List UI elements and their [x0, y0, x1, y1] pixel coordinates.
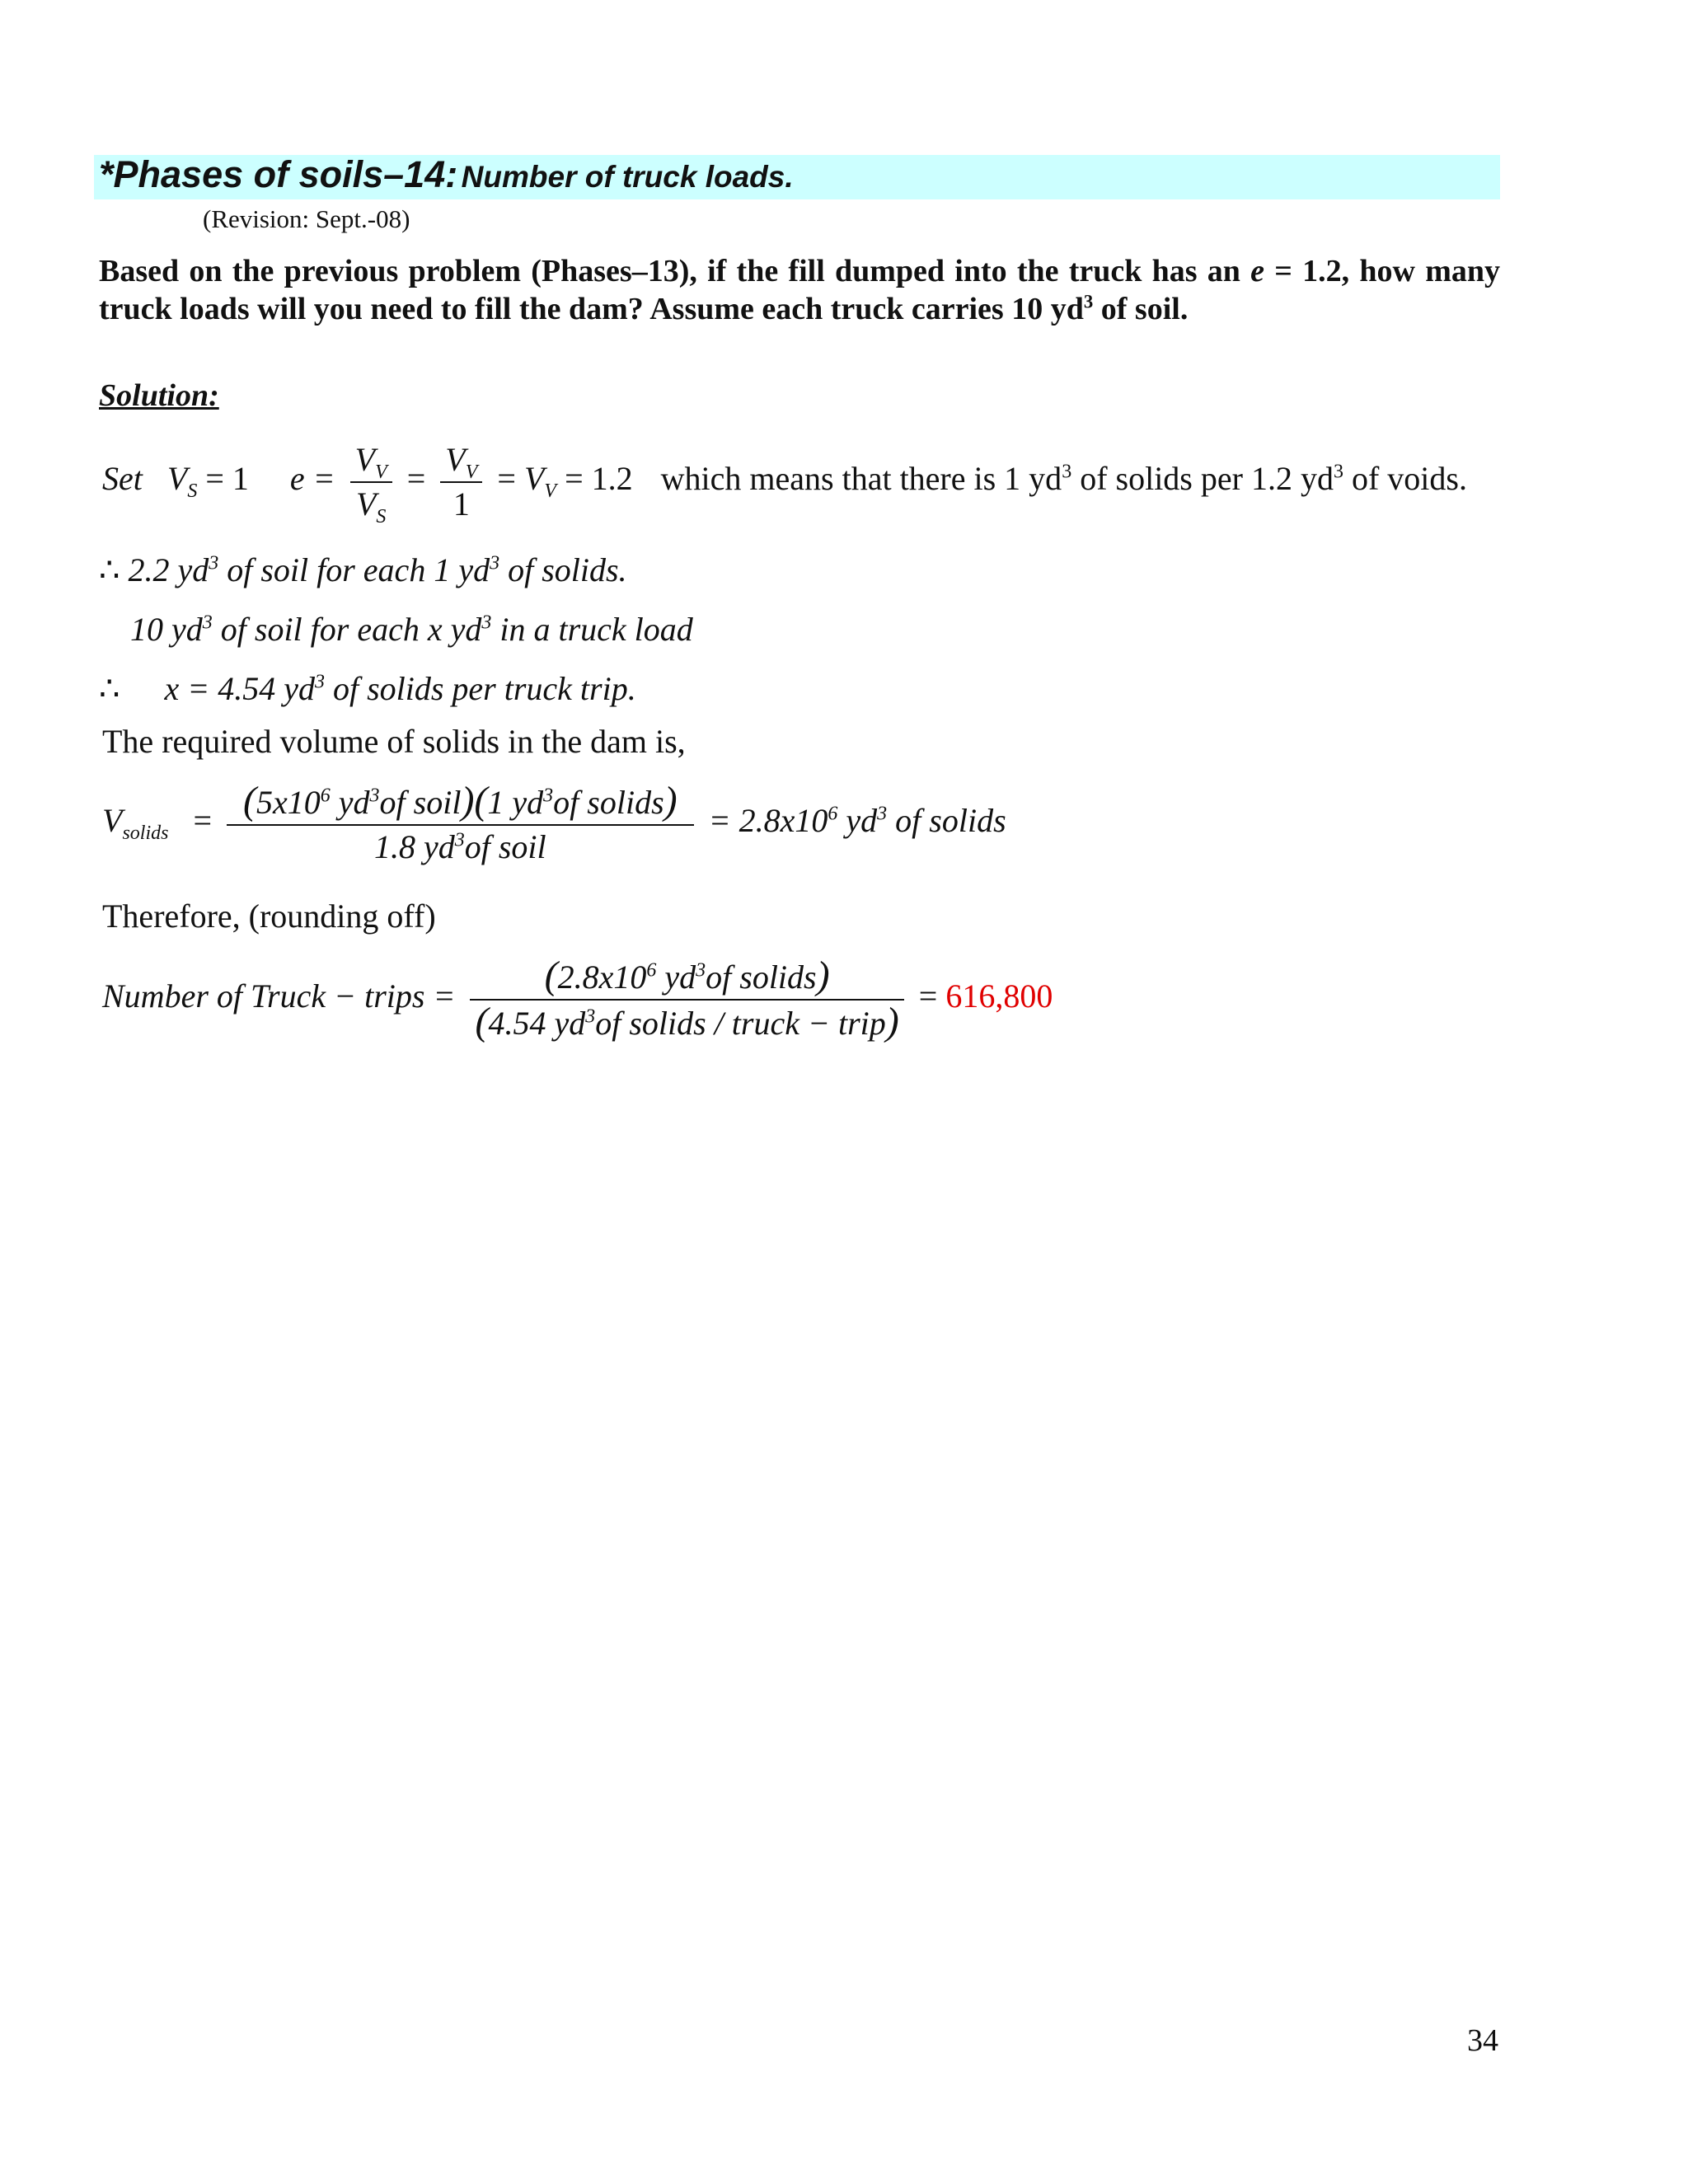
frac1-num: V [354, 441, 376, 478]
vs-value: = 1 [205, 460, 249, 498]
void-ratio-equation: Set $V_S = 1$ e = $\frac{V_V}{V_S}$ = $\frac{V_V}{1}$ = $V_V = 1.2$ which means that there is 1 $yd^3$ of solids per 1.2 $yd^3$ of voids. [102, 438, 1467, 526]
frac2-num-sub: V [465, 462, 478, 483]
line2-text: 2.2 $yd^3$ of soil for each 1 $yd^3$ of solids. [128, 551, 627, 588]
vv-result: = 1.2 [565, 460, 633, 498]
soil-per-solid-line [99, 551, 627, 589]
frac2-num: V [445, 441, 466, 478]
vv-sub: V [544, 480, 557, 503]
problem-text-a: Based on the previous problem (Phases–13), if the fill dumped into the truck has an [99, 254, 1251, 288]
frac2-den: 1 [452, 485, 470, 523]
truck-load-line: 10 $yd^3$ of soil for each x $yd^3$ in a truck load [130, 611, 693, 648]
therefore-symbol-2: ∴ [99, 670, 120, 707]
therefore-symbol: ∴ [99, 551, 120, 588]
rounding-text: Therefore, (rounding off) [102, 898, 436, 935]
required-volume-text: The required volume of solids in the dam is, [102, 723, 686, 760]
trips-fraction: $\frac{(2.8x10^6 yd^3of solids)}{(4.54 yd^3of solids / truck - trip)}$ [470, 954, 903, 1045]
problem-statement [99, 252, 1500, 328]
page-number: 34 [1467, 2023, 1498, 2058]
problem-e: e [1250, 254, 1265, 288]
truck-trips-equation [102, 954, 1053, 1045]
problem-sup: 3 [1083, 291, 1094, 312]
answer-value: 616,800 [945, 977, 1053, 1015]
vsolids-fraction: $\frac{(5x10^6 yd^3of soil)(1 yd^3of solids)}{1.8 yd^3of soil}$ [227, 780, 694, 869]
set-label: Set [102, 460, 143, 498]
title-main: *Phases of soils–14: [99, 153, 458, 195]
title-sub: Number of truck loads. [461, 160, 794, 194]
vsolids-equation: $V_{solids}$ = $\frac{(5x10^6 yd^3of soil)(1 yd^3of solids)}{1.8 yd^3of soil}$ = $2.8x10^6$ $yd^3$ of solids [102, 780, 1006, 869]
problem-text-c: of soil. [1093, 292, 1189, 326]
vsolids-result: = 2.8x10 [708, 802, 828, 840]
frac1-den: V [355, 485, 377, 523]
trips-eq: = [918, 977, 938, 1015]
revision-note: (Revision: Sept.-08) [203, 204, 410, 233]
vsolids-lhs: V [102, 802, 123, 840]
e-eq: e = [289, 460, 335, 498]
line1-text: which means that there is 1 $yd^3$ of solids per 1.2 $yd^3$ of voids. [660, 460, 1467, 498]
frac1-num-sub: V [375, 462, 387, 483]
frac1-den-sub: S [376, 506, 387, 527]
page-title [99, 153, 794, 196]
fraction-vv-1 [440, 438, 482, 526]
vsolids-sub: solids [122, 823, 169, 845]
fraction-vv-vs [350, 438, 392, 526]
problem-text-b: = 1.2, how many truck loads will you need to fill the dam? Assume each truck carries 10 yd [99, 254, 1500, 326]
solids-per-trip-line: ∴ x = 4.54 $yd^3$ of solids per truck trip. [99, 670, 636, 707]
solution-heading: Solution: [99, 378, 219, 413]
vs-sub: S [187, 480, 198, 503]
trips-lhs: Number of Truck − trips = [102, 977, 456, 1015]
